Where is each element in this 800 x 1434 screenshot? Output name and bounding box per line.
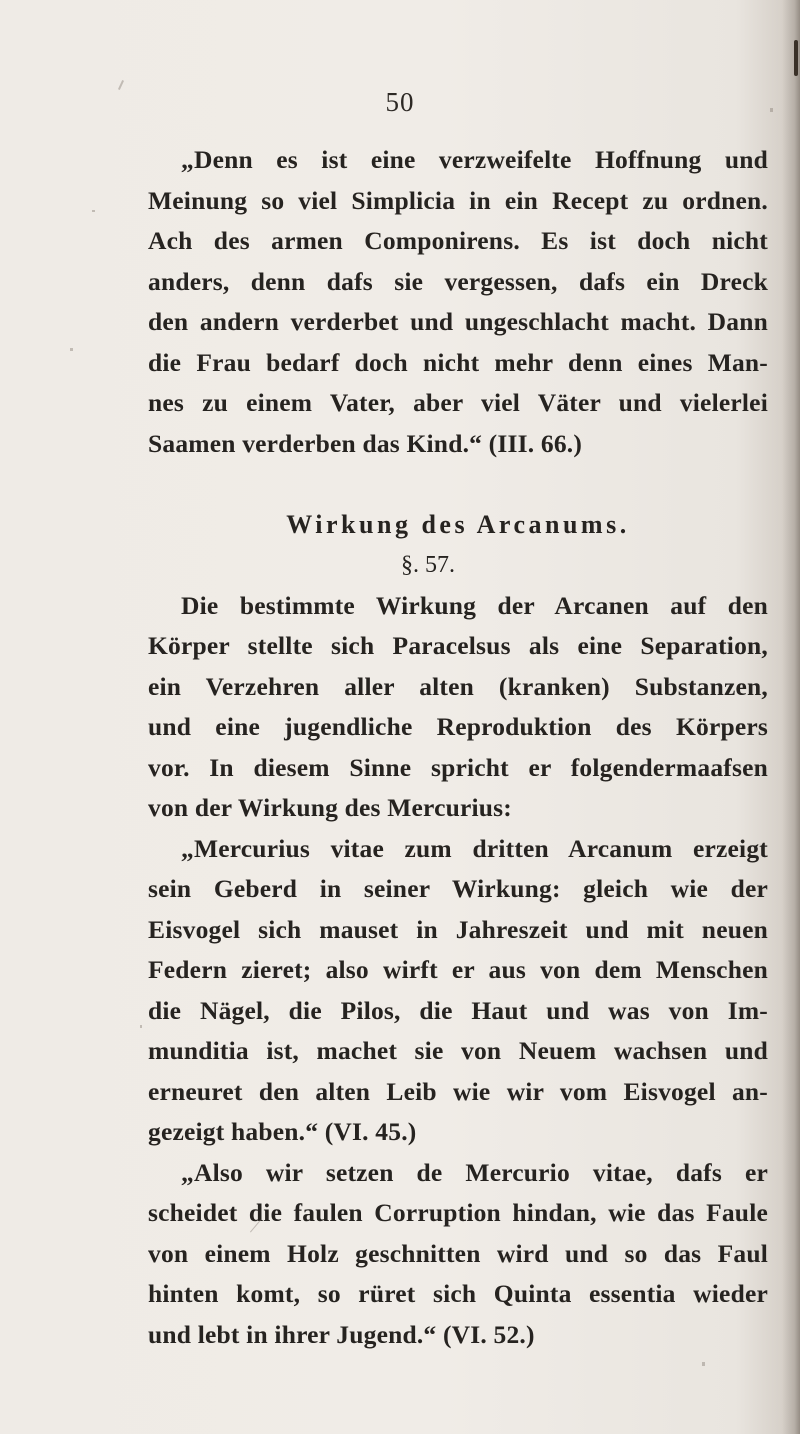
text-line: erneuret den alten Leib wie wir vom Eisvogel an- [148,1076,768,1106]
text-line: von einem Holz geschnitten wird und so das Faul [148,1238,768,1268]
text-line: Eisvogel sich mauset in Jahreszeit und mit neuen [148,914,768,944]
page-number: 50 [385,87,415,117]
text-line: den andern verderbet und ungeschlacht macht. Dann [148,307,768,336]
text-line: ein Verzehren aller alten (kranken) Substanzen, [148,671,768,701]
paper-speck [92,210,95,212]
paper-speck [140,1025,142,1028]
text-line: scheidet die faulen Corruption hindan, wie das Faule [148,1198,768,1227]
text-line: die Frau bedarf doch nicht mehr denn eines Man- [148,347,768,377]
edge-mark [794,40,798,76]
quote-paragraph-2 [148,829,768,1153]
text-line: vor. In diesem Sinne spricht er folgendermaafsen [148,752,768,782]
text-line: und eine jugendliche Reproduktion des Körpers [148,712,768,741]
text-line: Die bestimmte Wirkung der Arcanen auf den [181,590,768,620]
paper-speck [702,1362,705,1366]
text-line: Meinung so viel Simplicia in ein Recept zu ordnen. [148,185,768,215]
text-line: Ach des armen Componirens. Es ist doch nicht [148,226,768,255]
section-number: §. 57. [401,552,455,578]
text-line: von der Wirkung des Mercurius: [148,793,512,822]
text-line: „Mercurius vitae zum dritten Arcanum erzeigt [181,833,768,863]
text-line: nes zu einem Vater, aber viel Väter und vielerlei [148,388,768,417]
quote-paragraph-1 [148,140,768,464]
text-line: und lebt in ihrer Jugend.“ (VI. 52.) [148,1319,535,1349]
text-block [148,140,768,1355]
quote-paragraph-3 [148,1153,768,1356]
text-line: gezeigt haben.“ (VI. 45.) [148,1117,417,1146]
section-heading: Wirkung des Arcanums. [286,509,630,539]
text-line: Saamen verderben das Kind.“ (III. 66.) [148,428,583,458]
body-paragraph [148,586,768,829]
paper-speck [70,348,73,351]
text-line: „Also wir setzen de Mercurio vitae, dafs er [181,1157,768,1187]
text-line: die Nägel, die Pilos, die Haut und was von Im- [148,995,768,1025]
text-line: munditia ist, machet sie von Neuem wachsen und [148,1036,768,1065]
text-line: Körper stellte sich Paracelsus als eine Separation, [148,631,768,660]
paper-speck [770,108,773,112]
text-line: Federn zieret; also wirft er aus von dem Menschen [148,955,768,984]
text-line: hinten komt, so rüret sich Quinta essentia wieder [148,1279,768,1308]
text-line: sein Geberd in seiner Wirkung: gleich wie der [148,874,768,903]
text-line: „Denn es ist eine verzweifelte Hoffnung und [181,145,768,174]
text-line: anders, denn dafs sie vergessen, dafs ein Dreck [148,266,768,296]
binding-edge-shadow [782,0,800,1434]
